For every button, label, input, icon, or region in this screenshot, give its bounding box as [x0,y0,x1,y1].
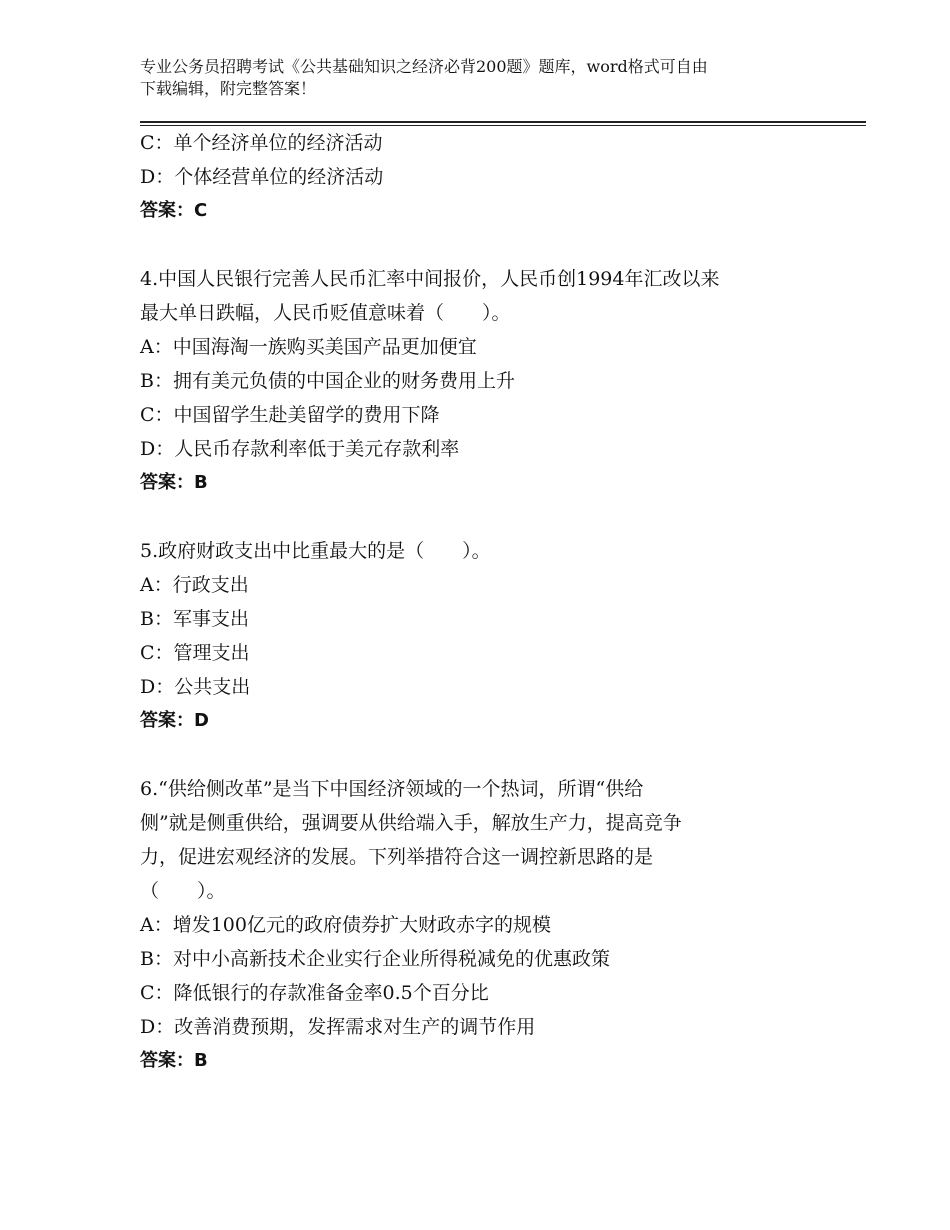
option-a: A：增发100亿元的政府债券扩大财政赤字的规模 [140,914,551,936]
option-d: D：改善消费预期，发挥需求对生产的调节作用 [140,1016,536,1038]
option-c: C：管理支出 [140,642,250,664]
question-5 [140,534,820,738]
question-stem-line: 最大单日跌幅，人民币贬值意味着（ ）。 [140,302,511,324]
question-stem-line: （ ）。 [140,880,226,902]
option-d: D：公共支出 [140,676,251,698]
question-content [140,126,820,1078]
page-header [140,56,840,100]
option-a: A：行政支出 [140,574,249,596]
option-d: D：人民币存款利率低于美元存款利率 [140,438,460,460]
answer-label: 答案：B [140,1050,208,1071]
answer-label: 答案：D [140,710,209,731]
option-b: B：拥有美元负债的中国企业的财务费用上升 [140,370,515,392]
spacer [140,738,820,772]
header-line-2: 下载编辑，附完整答案！ [140,79,317,98]
question-stem-line: 4.中国人民银行完善人民币汇率中间报价，人民币创1994年汇改以来 [140,268,720,290]
question-6 [140,772,820,1078]
question-stem-line: 侧”就是侧重供给，强调要从供给端入手，解放生产力，提高竞争 [140,812,682,834]
question-4 [140,262,820,500]
header-divider-thick [140,121,866,123]
question-3 [140,126,820,228]
option-a: A：中国海淘一族购买美国产品更加便宜 [140,336,477,358]
header-line-1: 专业公务员招聘考试《公共基础知识之经济必背200题》题库，word格式可自由 [140,57,708,76]
question-stem-line: 6.“供给侧改革”是当下中国经济领域的一个热词，所谓“供给 [140,778,644,800]
spacer [140,500,820,534]
option-c: C：降低银行的存款准备金率0.5个百分比 [140,982,489,1004]
question-stem-line: 力，促进宏观经济的发展。下列举措符合这一调控新思路的是 [140,846,654,868]
option-b: B：军事支出 [140,608,249,630]
question-stem-line: 5.政府财政支出中比重最大的是（ ）。 [140,540,491,562]
answer-label: 答案：B [140,472,208,493]
answer-label: 答案：C [140,200,208,221]
option-d: D：个体经营单位的经济活动 [140,166,384,188]
spacer [140,228,820,262]
option-c: C：中国留学生赴美留学的费用下降 [140,404,440,426]
option-c: C：单个经济单位的经济活动 [140,132,383,154]
option-b: B：对中小高新技术企业实行企业所得税减免的优惠政策 [140,948,610,970]
